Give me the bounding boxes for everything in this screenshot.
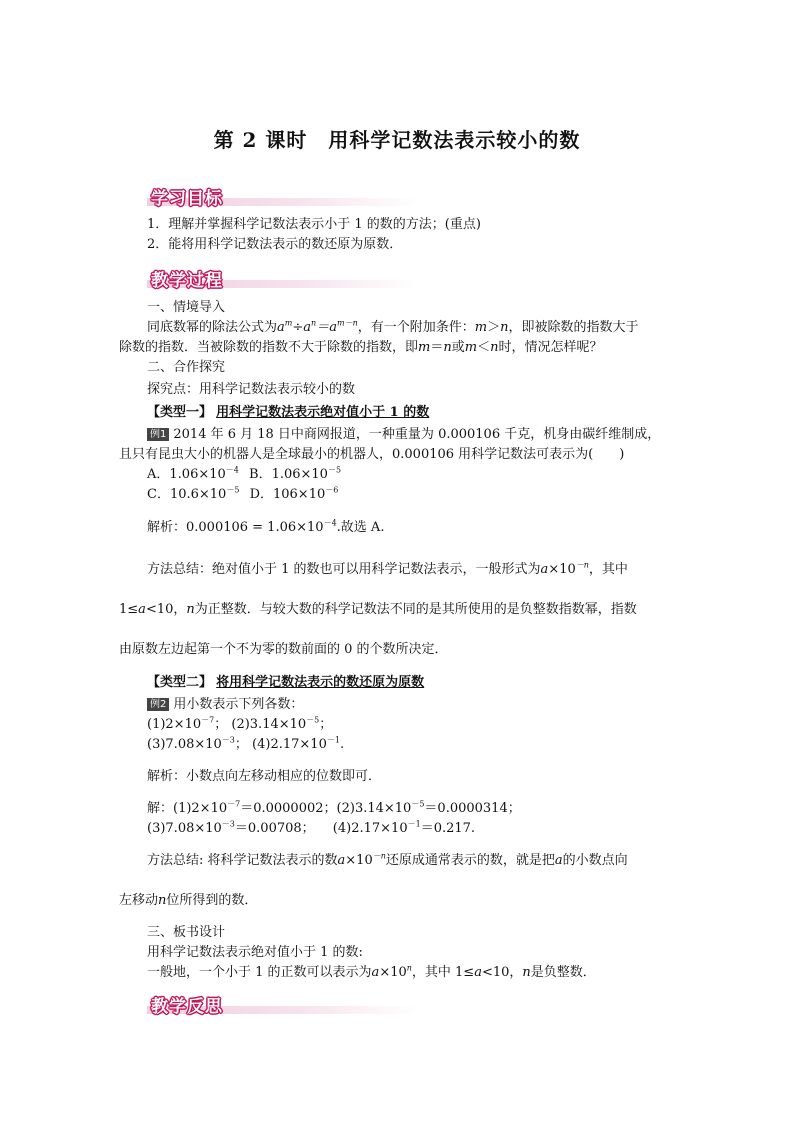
- banner-label: 学习目标: [151, 189, 223, 209]
- math: n: [490, 340, 499, 355]
- math: m: [474, 320, 488, 335]
- banner-label: 教学过程: [151, 271, 223, 291]
- math: n: [443, 340, 452, 355]
- explore-point: 探究点：用科学记数法表示较小的数: [147, 382, 356, 397]
- type-title: 用科学记数法表示绝对值小于 1 的数: [216, 405, 430, 420]
- analysis-line: 解析：小数点向左移动相应的位数即可．: [147, 769, 382, 784]
- text: ，即被除数的指数大于: [508, 320, 639, 335]
- math: ＜: [477, 340, 491, 355]
- answer-line: 解：$(1)2\times 10^{-7}=0.0000002$；$(2)3.14\times 10^{-5}=0.0000314$；: [147, 799, 521, 816]
- option-d: D．106×10: [249, 487, 326, 502]
- method-summary: 方法总结：绝对值小于 1 的数也可以用科学记数法表示，一般形式为$a\times 10^{-n}$，其中: [147, 560, 628, 577]
- example-2-line: [147, 696, 303, 714]
- type2-heading: [147, 674, 424, 692]
- example-2-items: $(3)7.08\times 10^{-3}$； $(4)2.17\times 10^{-1}$.: [147, 735, 345, 752]
- math: m: [464, 340, 478, 355]
- section-heading: 三、板书设计: [147, 925, 226, 940]
- board-line: 一般地，一个小于 1 的正数可以表示为$a\times 10^n$，其中 1≤a<10，n是负整数．: [147, 963, 596, 980]
- banner-reflection: [147, 992, 417, 1018]
- option-c: C．10.6×10: [147, 487, 227, 502]
- method-summary: 1≤a<10，n为正整数．与较大数的科学记数法不同的是其所使用的是负整数指数幂，指数: [119, 602, 637, 617]
- math: n: [500, 320, 509, 335]
- method-summary: 方法总结: 将科学记数法表示的数$a\times 10^{-n}$还原成通常表示的数，就是把a的小数点向: [147, 851, 628, 868]
- method-summary: 由原数左边起第一个不为零的数前面的 0 的个数所决定．: [119, 642, 448, 657]
- math: $a^m\div a^n=a^{m-n}$: [277, 318, 358, 335]
- intro-line: [119, 339, 602, 357]
- section-heading: 二、合作探究: [147, 360, 226, 375]
- board-line: 用科学记数法表示绝对值小于 1 的数:: [147, 945, 363, 960]
- type-label: 【类型一】: [147, 405, 213, 420]
- intro-line: [147, 319, 638, 337]
- option-b: B．1.06×10: [249, 467, 328, 482]
- text: 2014 年 6 月 18 日中商网报道，一种重量为 0.000106 千克，机身由碳纤维制成，: [173, 427, 661, 442]
- method-summary: 左移动n位所得到的数．: [119, 893, 258, 908]
- answer-line: $(3)7.08\times 10^{-3}=0.00708$； $(4)2.17\times 10^{-1}=0.217$.: [147, 819, 476, 836]
- type-title: 将用科学记数法表示的数还原为原数: [216, 675, 425, 690]
- example-tag: 例2: [147, 698, 169, 711]
- objective-item: 2．能将用科学记数法表示的数还原为原数．: [147, 237, 403, 252]
- text: ，有一个附加条件：: [357, 320, 475, 335]
- banner-label: 教学反思: [151, 997, 223, 1017]
- example-2-items: $(1)2\times 10^{-7}$； $(2)3.14\times 10^{-5}$；: [147, 715, 333, 732]
- math: m: [418, 340, 431, 355]
- options-row: A．$1.06\times 10^{-4}$ B．$1.06\times 10^{-5}$: [147, 465, 342, 482]
- type1-heading: [147, 404, 429, 422]
- example-tag: 例1: [147, 428, 169, 441]
- solution-line: 解析：$0.000106 = 1.06\times 10^{-4}$.故选 A.: [147, 518, 385, 535]
- banner-process: [147, 266, 417, 292]
- banner-objectives: [147, 184, 417, 210]
- math: ＝: [430, 340, 444, 355]
- text: 除数的指数．当被除数的指数不大于除数的指数，即: [119, 340, 419, 355]
- example-1-line: [147, 426, 660, 444]
- text: 或: [451, 340, 465, 355]
- example-1-line: 且只有昆虫大小的机器人是全球最小的机器人，0.000106 用科学记数法可表示为( ): [119, 447, 625, 462]
- text: 同底数幂的除法公式为: [147, 320, 278, 335]
- objective-item: 1．理解并掌握科学记数法表示小于 1 的数的方法；(重点): [147, 217, 481, 232]
- math: ＞: [487, 320, 501, 335]
- type-label: 【类型二】: [147, 675, 213, 690]
- section-heading: 一、情境导入: [147, 300, 226, 315]
- option-a: A．1.06×10: [147, 467, 226, 482]
- options-row: C．$10.6\times 10^{-5}$ D．$106\times 10^{-6}$: [147, 485, 339, 502]
- text: 时，情况怎样呢？: [498, 340, 603, 355]
- page-title: 第 2 课时 用科学记数法表示较小的数: [213, 128, 581, 152]
- text: 用小数表示下列各数：: [173, 697, 304, 712]
